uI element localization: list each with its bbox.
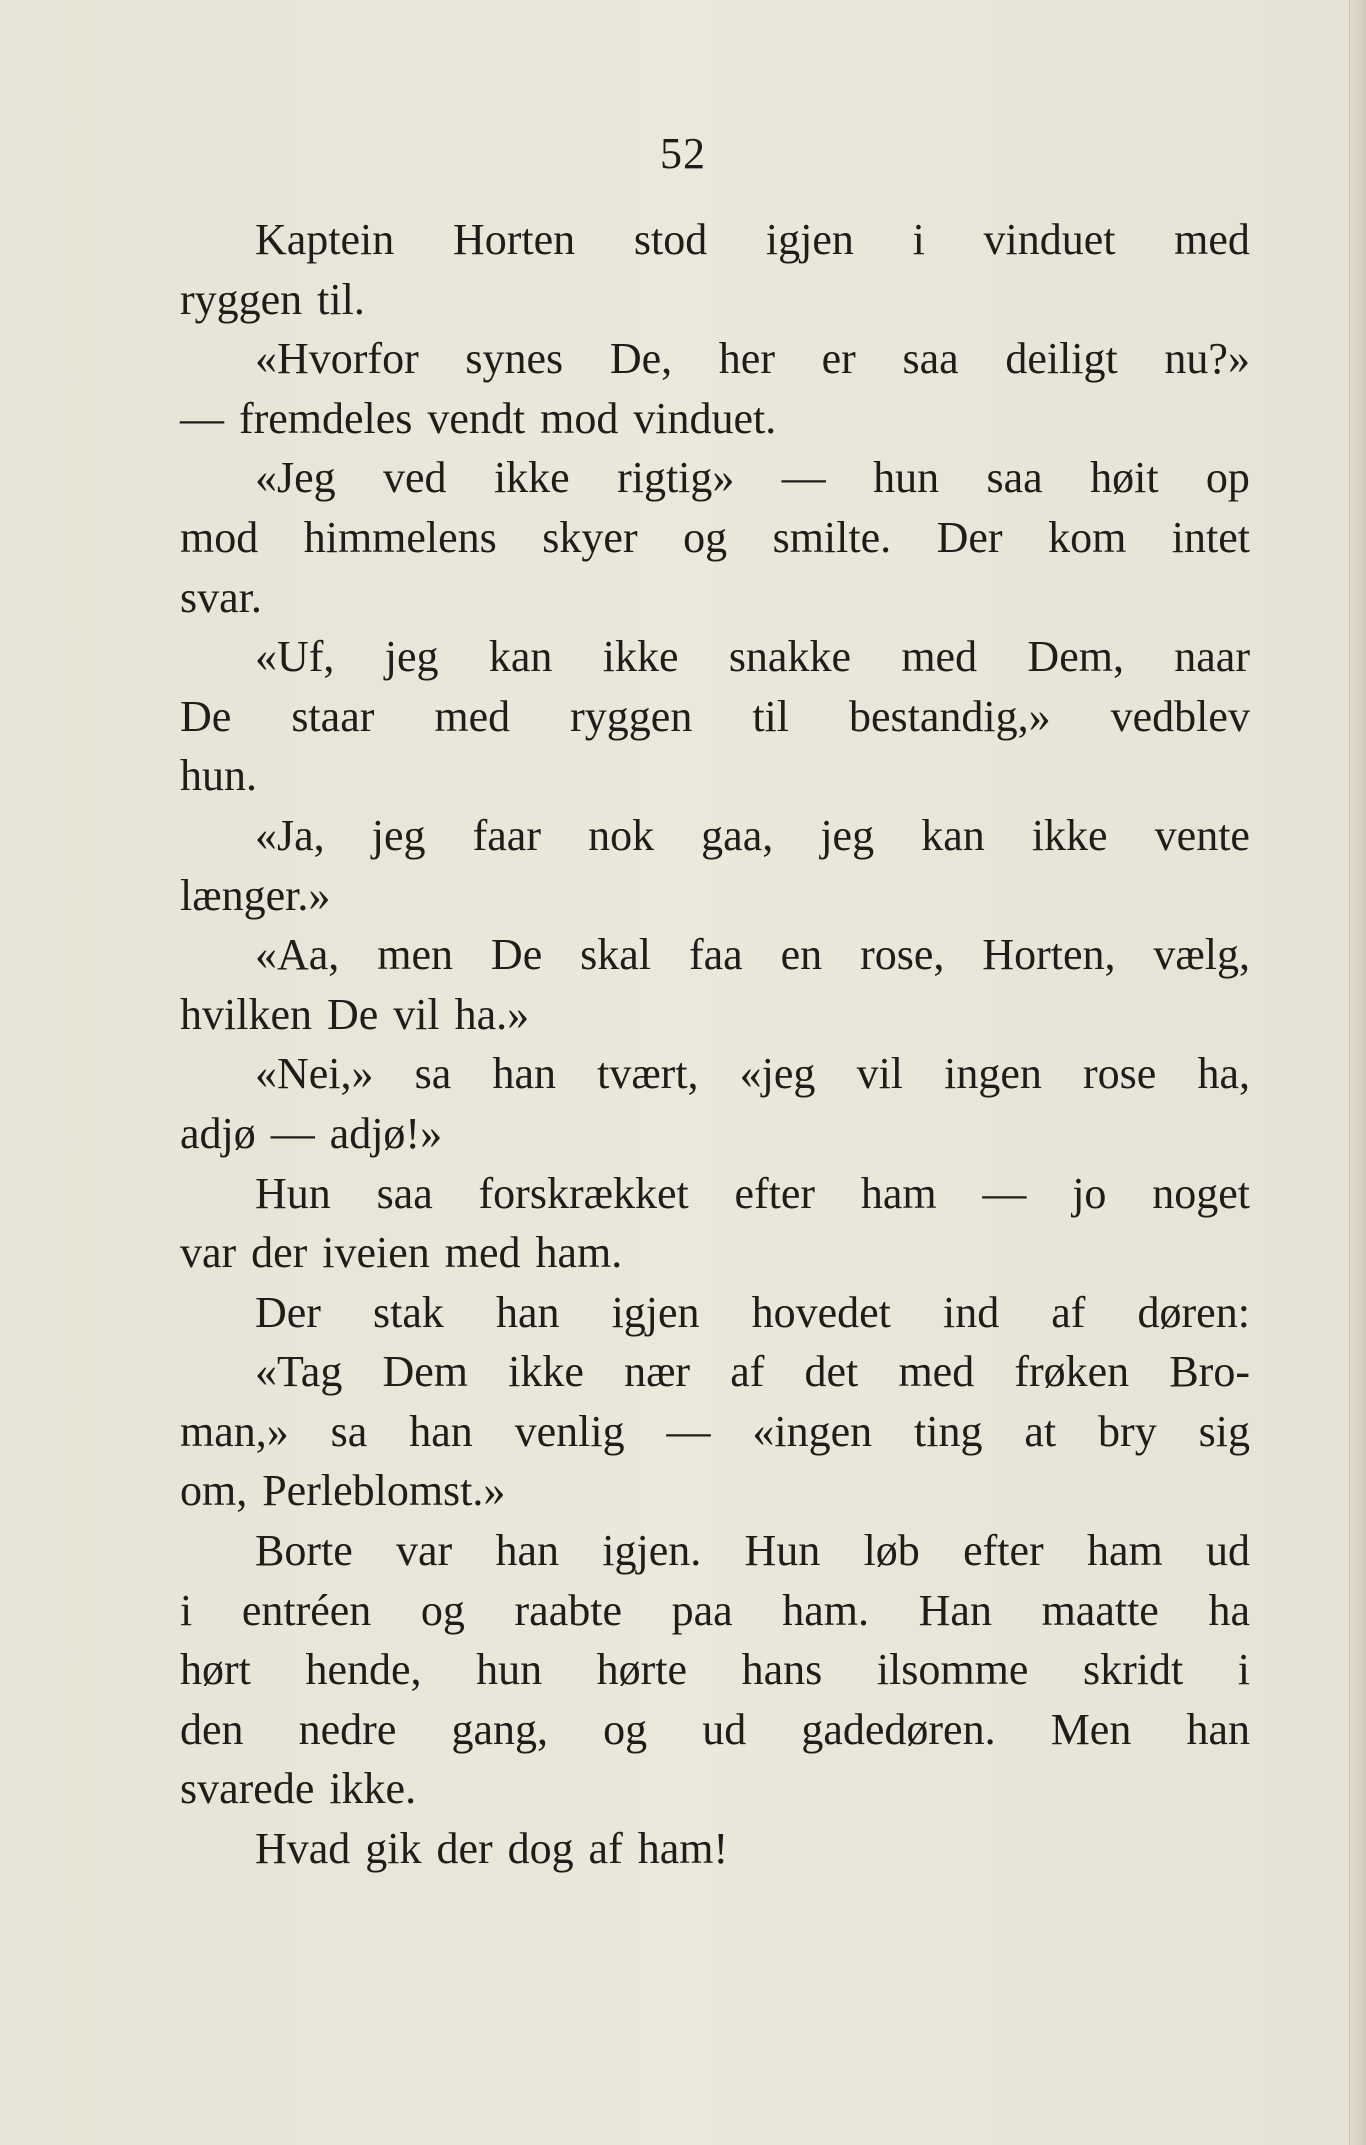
text-line: Hun saa forskrækket efter ham — jo noget — [255, 1168, 1250, 1218]
text-line: hun. — [180, 751, 257, 801]
text-line: den nedre gang, og ud gadedøren. Men han — [180, 1704, 1250, 1754]
text-line: adjø — adjø!» — [180, 1108, 443, 1158]
text-line: hvilken De vil ha.» — [180, 989, 530, 1039]
text-line: i entréen og raabte paa ham. Han maatte ha — [180, 1585, 1250, 1635]
text-line: «Hvorfor synes De, her er saa deiligt nu?» — [255, 334, 1250, 384]
text-line: var der iveien med ham. — [180, 1228, 623, 1278]
text-line: Borte var han igjen. Hun løb efter ham ud — [255, 1526, 1250, 1576]
page-edge — [1349, 0, 1366, 2145]
text-line: ryggen til. — [180, 274, 365, 324]
text-line: svar. — [180, 572, 262, 622]
text-line: «Nei,» sa han tvært, «jeg vil ingen rose ha, — [255, 1049, 1250, 1099]
text-line: Der stak han igjen hovedet ind af døren: — [255, 1287, 1250, 1337]
text-line: — fremdeles vendt mod vinduet. — [180, 393, 777, 443]
text-line: Hvad gik der dog af ham! — [255, 1824, 729, 1874]
text-line: hørt hende, hun hørte hans ilsomme skridt i — [180, 1645, 1250, 1695]
text-line: «Uf, jeg kan ikke snakke med Dem, naar — [255, 632, 1250, 682]
text-line: mod himmelens skyer og smilte. Der kom intet — [180, 512, 1250, 562]
text-line: svarede ikke. — [180, 1764, 417, 1814]
text-line: «Tag Dem ikke nær af det med frøken Bro- — [255, 1347, 1250, 1397]
page-number: 52 — [660, 129, 706, 178]
text-line: De staar med ryggen til bestandig,» vedblev — [180, 691, 1250, 741]
text-line: om, Perleblomst.» — [180, 1466, 506, 1516]
text-line: man,» sa han venlig — «ingen ting at bry sig — [180, 1406, 1250, 1456]
body-text — [180, 210, 1250, 1879]
text-line: længer.» — [180, 870, 331, 920]
text-line: Kaptein Horten stod igjen i vinduet med — [255, 215, 1250, 264]
text-line: «Aa, men De skal faa en rose, Horten, vælg, — [255, 930, 1250, 980]
text-line: «Jeg ved ikke rigtig» — hun saa høit op — [255, 453, 1250, 503]
text-line: «Ja, jeg faar nok gaa, jeg kan ikke vente — [255, 810, 1250, 860]
